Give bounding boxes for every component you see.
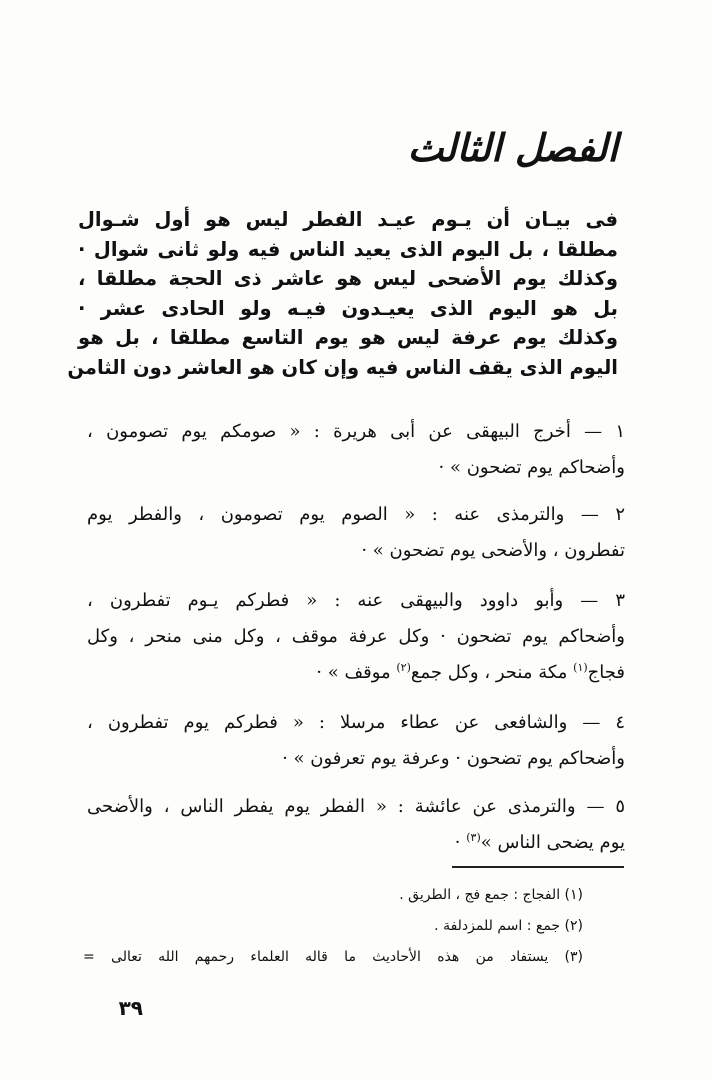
hadith-2: [87, 497, 625, 569]
hadith-line: وأضحاكم يوم تضحون · وعرفة يوم تعرفون » ·: [282, 748, 625, 769]
footnote-ref-2: (٢): [396, 661, 411, 674]
hadith-line: [87, 655, 625, 691]
hadith-text: فجاج: [587, 662, 625, 683]
footnote-1: (١) الفجاج : جمع فج ، الطريق .: [399, 887, 583, 903]
hadith-line: وأضحاكم يوم تضحون · وكل عرفة موقف ، وكل منى منحر ، وكل: [87, 626, 625, 647]
footnote-divider: [452, 866, 624, 868]
hadith-line: وأضحاكم يوم تضحون » ·: [438, 457, 625, 478]
summary-line: مطلقا ، بل اليوم الذى يعيد الناس فيه ولو ثانى شوال ·: [78, 237, 618, 261]
hadith-line: ٣ — وأبو داوود والبيهقى عنه : « فطركم يـوم تفطرون ،: [87, 590, 625, 611]
hadith-line: ١ — أخرج البيهقى عن أبى هريرة : « صومكم يوم تصومون ،: [87, 421, 625, 442]
summary-line: وكذلك يوم عرفة ليس هو يوم التاسع مطلقا ، بل هو: [78, 326, 618, 349]
hadith-line: تفطرون ، والأضحى يوم تضحون » ·: [361, 540, 625, 561]
footnotes: [83, 880, 583, 973]
page-number: ٣٩: [118, 996, 143, 1020]
footnote-ref-3: (٣): [466, 831, 481, 844]
hadith-3: [87, 583, 625, 691]
summary-line: اليوم الذى يقف الناس فيه وإن كان هو العاشر دون الثامن: [67, 355, 618, 379]
hadith-line: [87, 825, 625, 861]
hadith-line: ٢ — والترمذى عنه : « الصوم يوم تصومون ، والفطر يوم: [87, 504, 625, 525]
chapter-title: الفصل الثالث: [407, 125, 618, 170]
summary-line: فى بيـان أن يـوم عيـد الفطر ليس هو أول شـوال: [78, 208, 618, 231]
footnote-2: (٢) جمع : اسم للمزدلفة .: [434, 918, 583, 934]
hadith-4: [87, 705, 625, 777]
footnote-ref-1: (١): [573, 661, 588, 674]
hadith-text: موقف » ·: [316, 662, 397, 683]
hadith-line: ٥ — والترمذى عن عائشة : « الفطر يوم يفطر الناس ، والأضحى: [87, 796, 625, 817]
footnote-3: (٣) يستفاد من هذه الأحاديث ما قاله العلماء رحمهم الله تعالى =: [83, 949, 583, 965]
hadith-text: ·: [454, 832, 467, 853]
summary-line: بل هو اليوم الذى يعيـدون فيـه ولو الحادى عشر ·: [78, 296, 618, 320]
chapter-summary: [67, 205, 618, 382]
hadith-5: [87, 789, 625, 861]
hadith-text: يوم يضحى الناس »: [480, 832, 625, 853]
hadith-1: [87, 414, 625, 486]
summary-line: وكذلك يوم الأضحى ليس هو عاشر ذى الحجة مطلقا ،: [78, 267, 618, 290]
hadith-line: ٤ — والشافعى عن عطاء مرسلا : « فطركم يوم تفطرون ،: [87, 712, 625, 733]
hadith-text: مكة منحر ، وكل جمع: [410, 662, 574, 683]
